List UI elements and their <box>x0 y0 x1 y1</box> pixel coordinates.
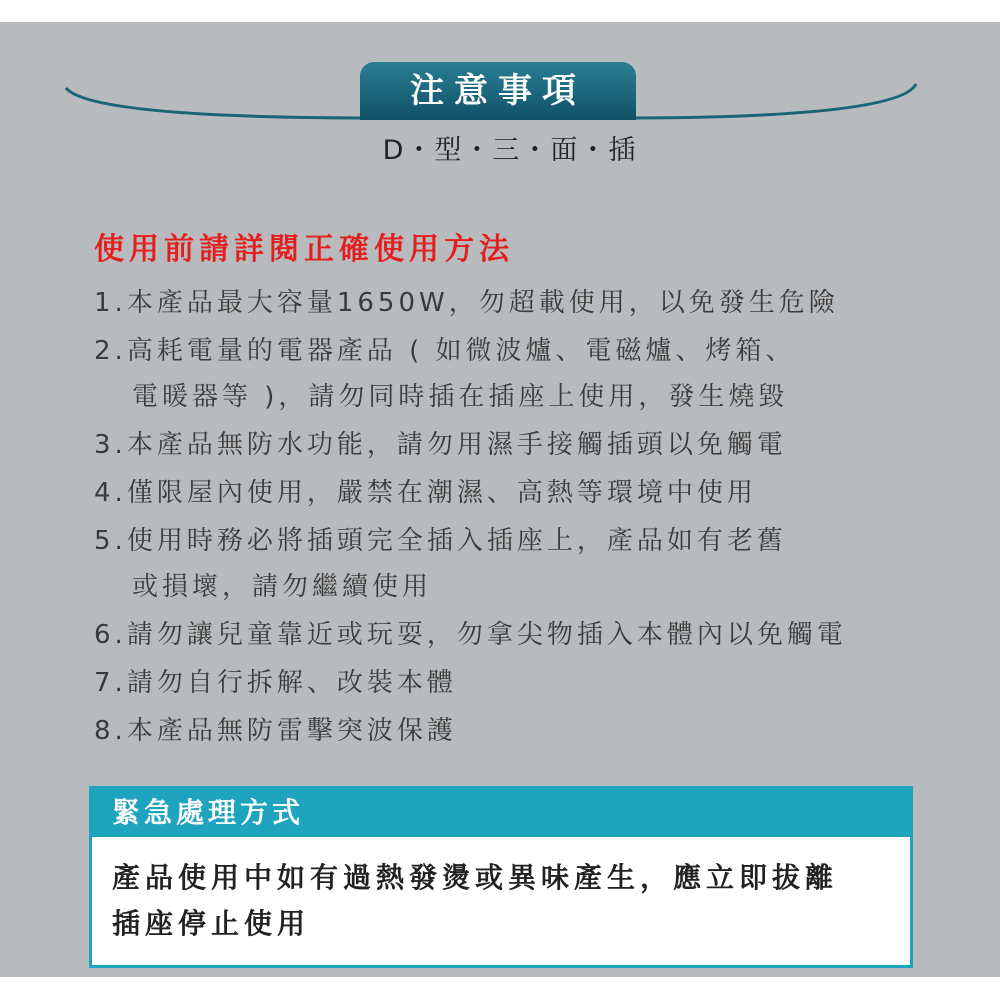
item-text: 高耗電量的電器產品 ( 如微波爐、電磁爐、烤箱、 <box>126 336 796 366</box>
emergency-instructions <box>92 837 910 947</box>
item-number: 2. <box>94 336 127 366</box>
list-item <box>94 708 974 754</box>
list-item <box>94 422 974 468</box>
item-text: 使用時務必將插頭完全插入插座上，產品如有老舊 <box>126 526 787 556</box>
item-number: 7. <box>94 668 127 698</box>
item-number: 1. <box>94 288 127 318</box>
notice-list <box>94 280 974 756</box>
list-item <box>94 660 974 706</box>
item-number: 3. <box>94 430 127 460</box>
item-number: 5. <box>94 526 127 556</box>
emergency-line-2: 插座停止使用 <box>112 907 311 940</box>
product-subtitle: D・型・三・面・插 <box>382 135 638 166</box>
list-item <box>94 328 974 420</box>
item-number: 8. <box>94 716 127 746</box>
list-item <box>94 612 974 658</box>
item-text: 請勿讓兒童靠近或玩耍，勿拿尖物插入本體內以免觸電 <box>126 620 847 650</box>
usage-warning-heading: 使用前請詳閱正確使用方法 <box>94 232 514 267</box>
emergency-heading: 緊急處理方式 <box>92 789 910 837</box>
notice-panel <box>0 22 1000 977</box>
emergency-box <box>89 786 913 968</box>
item-text: 本產品最大容量1650W，勿超載使用，以免發生危險 <box>126 288 839 318</box>
item-text: 本產品無防水功能，請勿用濕手接觸插頭以免觸電 <box>126 430 787 460</box>
item-text: 僅限屋內使用，嚴禁在潮濕、高熱等環境中使用 <box>126 478 757 508</box>
item-text: 本產品無防雷擊突波保護 <box>126 716 457 746</box>
item-number: 6. <box>94 620 127 650</box>
emergency-line-1: 產品使用中如有過熱發燙或異味產生，應立即拔離 <box>112 861 839 894</box>
page-title: 注意事項 <box>360 62 636 120</box>
item-number: 4. <box>94 478 127 508</box>
list-item <box>94 518 974 610</box>
item-text-continued: 或損壞，請勿繼續使用 <box>132 572 433 602</box>
item-text: 請勿自行拆解、改裝本體 <box>126 668 457 698</box>
list-item <box>94 280 974 326</box>
list-item <box>94 470 974 516</box>
item-text-continued: 電暖器等 )，請勿同時插在插座上使用，發生燒毀 <box>132 382 789 412</box>
